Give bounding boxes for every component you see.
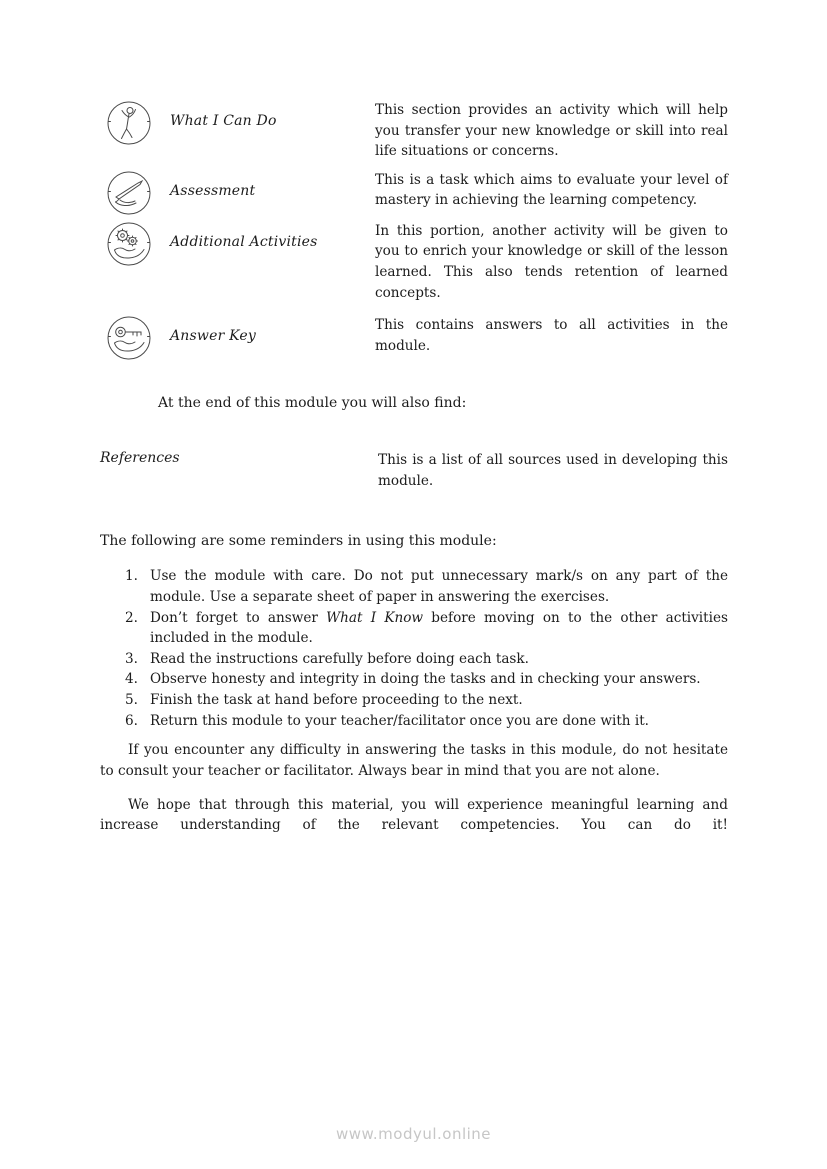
page-content <box>100 100 728 850</box>
list-item-text: Return this module to your teacher/facilitator once you are done with it. <box>150 712 649 729</box>
watermark: www.modyul.online <box>335 1125 492 1143</box>
list-item-number: 2. <box>125 609 138 626</box>
list-item-text: Read the instructions carefully before doing each task. <box>150 650 529 667</box>
list-item <box>100 711 728 732</box>
list-item <box>100 669 728 690</box>
closing-paragraph: If you encounter any difficulty in answering the tasks in this module, do not hesitate to consult your teacher or facilitator. Always bear in mind that you are not alone. <box>100 742 728 779</box>
hand-gears-icon <box>100 221 170 267</box>
hand-key-icon <box>100 315 170 361</box>
writing-hand-icon <box>100 170 170 216</box>
section-label: What I Can Do <box>170 113 277 129</box>
references-label: References <box>100 450 180 467</box>
list-item <box>100 649 728 670</box>
list-item-number: 6. <box>125 712 138 729</box>
list-item <box>100 608 728 649</box>
section-label: Additional Activities <box>170 233 318 250</box>
section-description: In this portion, another activity will be given to you to enrich your knowledge or skill of the lesson learned. This also tends retention of learned concepts. <box>375 222 728 301</box>
section-row-what-i-can-do <box>100 100 728 162</box>
reminders-intro: The following are some reminders in using this module: <box>100 533 497 550</box>
list-item-number: 5. <box>125 691 138 708</box>
list-item-number: 1. <box>125 568 138 585</box>
section-description: This is a task which aims to evaluate your level of mastery in achieving the learning competency. <box>375 171 728 209</box>
references-description: This is a list of all sources used in developing this module. <box>378 452 728 489</box>
references-row <box>100 450 728 491</box>
section-row-additional-activities <box>100 221 728 303</box>
list-item <box>100 690 728 711</box>
closing-paragraph: We hope that through this material, you will experience meaningful learning and increase understanding of the relevant competencies. You can do it! <box>100 796 728 834</box>
reminders-list <box>100 566 728 731</box>
section-label: Answer Key <box>170 328 256 345</box>
list-item-number: 4. <box>125 671 138 688</box>
list-item-text: Finish the task at hand before proceeding to the next. <box>150 691 523 708</box>
list-item-text: Use the module with care. Do not put unnecessary mark/s on any part of the module. Use a separate sheet of paper in answering the exercises. <box>150 568 728 605</box>
list-item-text: Observe honesty and integrity in doing the tasks and in checking your answers. <box>150 671 701 688</box>
section-row-answer-key <box>100 315 728 363</box>
person-icon <box>100 100 170 146</box>
list-item <box>100 566 728 607</box>
section-description: This section provides an activity which will help you transfer your new knowledge or skill into real life situations or concerns. <box>375 102 728 160</box>
section-label: Assessment <box>170 182 256 199</box>
section-row-assessment <box>100 170 728 216</box>
section-description: This contains answers to all activities in the module. <box>375 317 728 354</box>
list-item-text: Don’t forget to answer What I Know before moving on to the other activities included in the module. <box>150 609 728 647</box>
end-note: At the end of this module you will also find: <box>158 395 467 412</box>
list-item-number: 3. <box>125 650 138 667</box>
